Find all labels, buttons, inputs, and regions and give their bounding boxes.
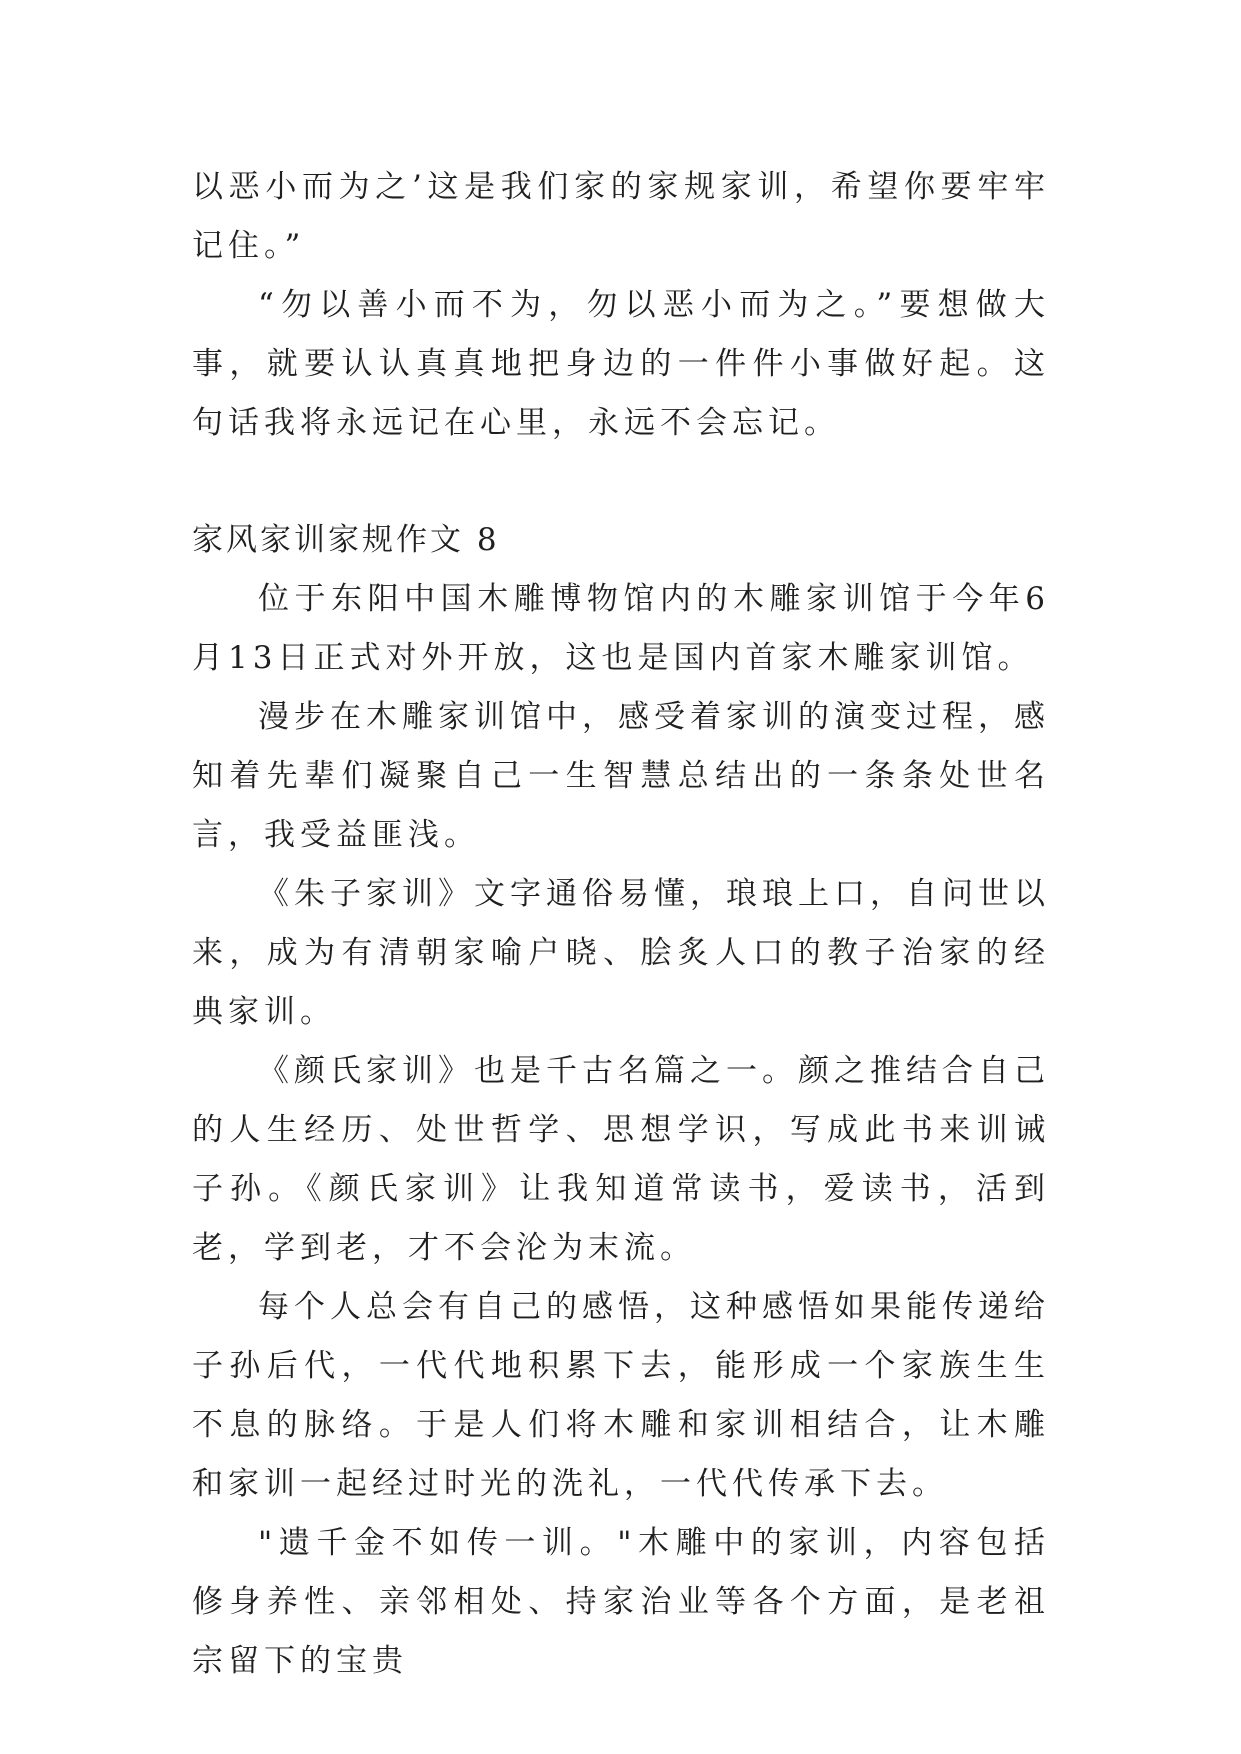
paragraph-motto: “勿以善小而不为，勿以恶小而为之。”要想做大事，就要认认真真地把身边的一件件小事做好起。这句话我将永远记在心里，永远不会忘记。 [192,287,1050,441]
paragraph: 《颜氏家训》也是千古名篇之一。颜之推结合自己的人生经历、处世哲学、思想学识，写成此书来训诫子孙。《颜氏家训》让我知道常读书，爱读书，活到老，学到老，才不会沦为末流。 [192,1053,1050,1266]
section-heading: 家风家训家规作文 8 [192,522,500,558]
paragraph: 位于东阳中国木雕博物馆内的木雕家训馆于今年6月13日正式对外开放，这也是国内首家木雕家训馆。 [192,581,1050,676]
paragraph: 漫步在木雕家训馆中，感受着家训的演变过程，感知着先辈们凝聚自己一生智慧总结出的一条条处世名言，我受益匪浅。 [192,699,1050,853]
paragraph-continued: 以恶小而为之’这是我们家的家规家训，希望你要牢牢记住。” [192,169,1050,264]
paragraph: 《朱子家训》文字通俗易懂，琅琅上口，自问世以来，成为有清朝家喻户晓、脍炙人口的教子治家的经典家训。 [192,876,1050,1030]
document-page [192,158,1050,1691]
paragraph: "遗千金不如传一训。"木雕中的家训，内容包括修身养性、亲邻相处、持家治业等各个方面，是老祖宗留下的宝贵 [192,1525,1050,1679]
paragraph: 每个人总会有自己的感悟，这种感悟如果能传递给子孙后代，一代代地积累下去，能形成一个家族生生不息的脉络。于是人们将木雕和家训相结合，让木雕和家训一起经过时光的洗礼，一代代传承下去。 [192,1289,1050,1502]
